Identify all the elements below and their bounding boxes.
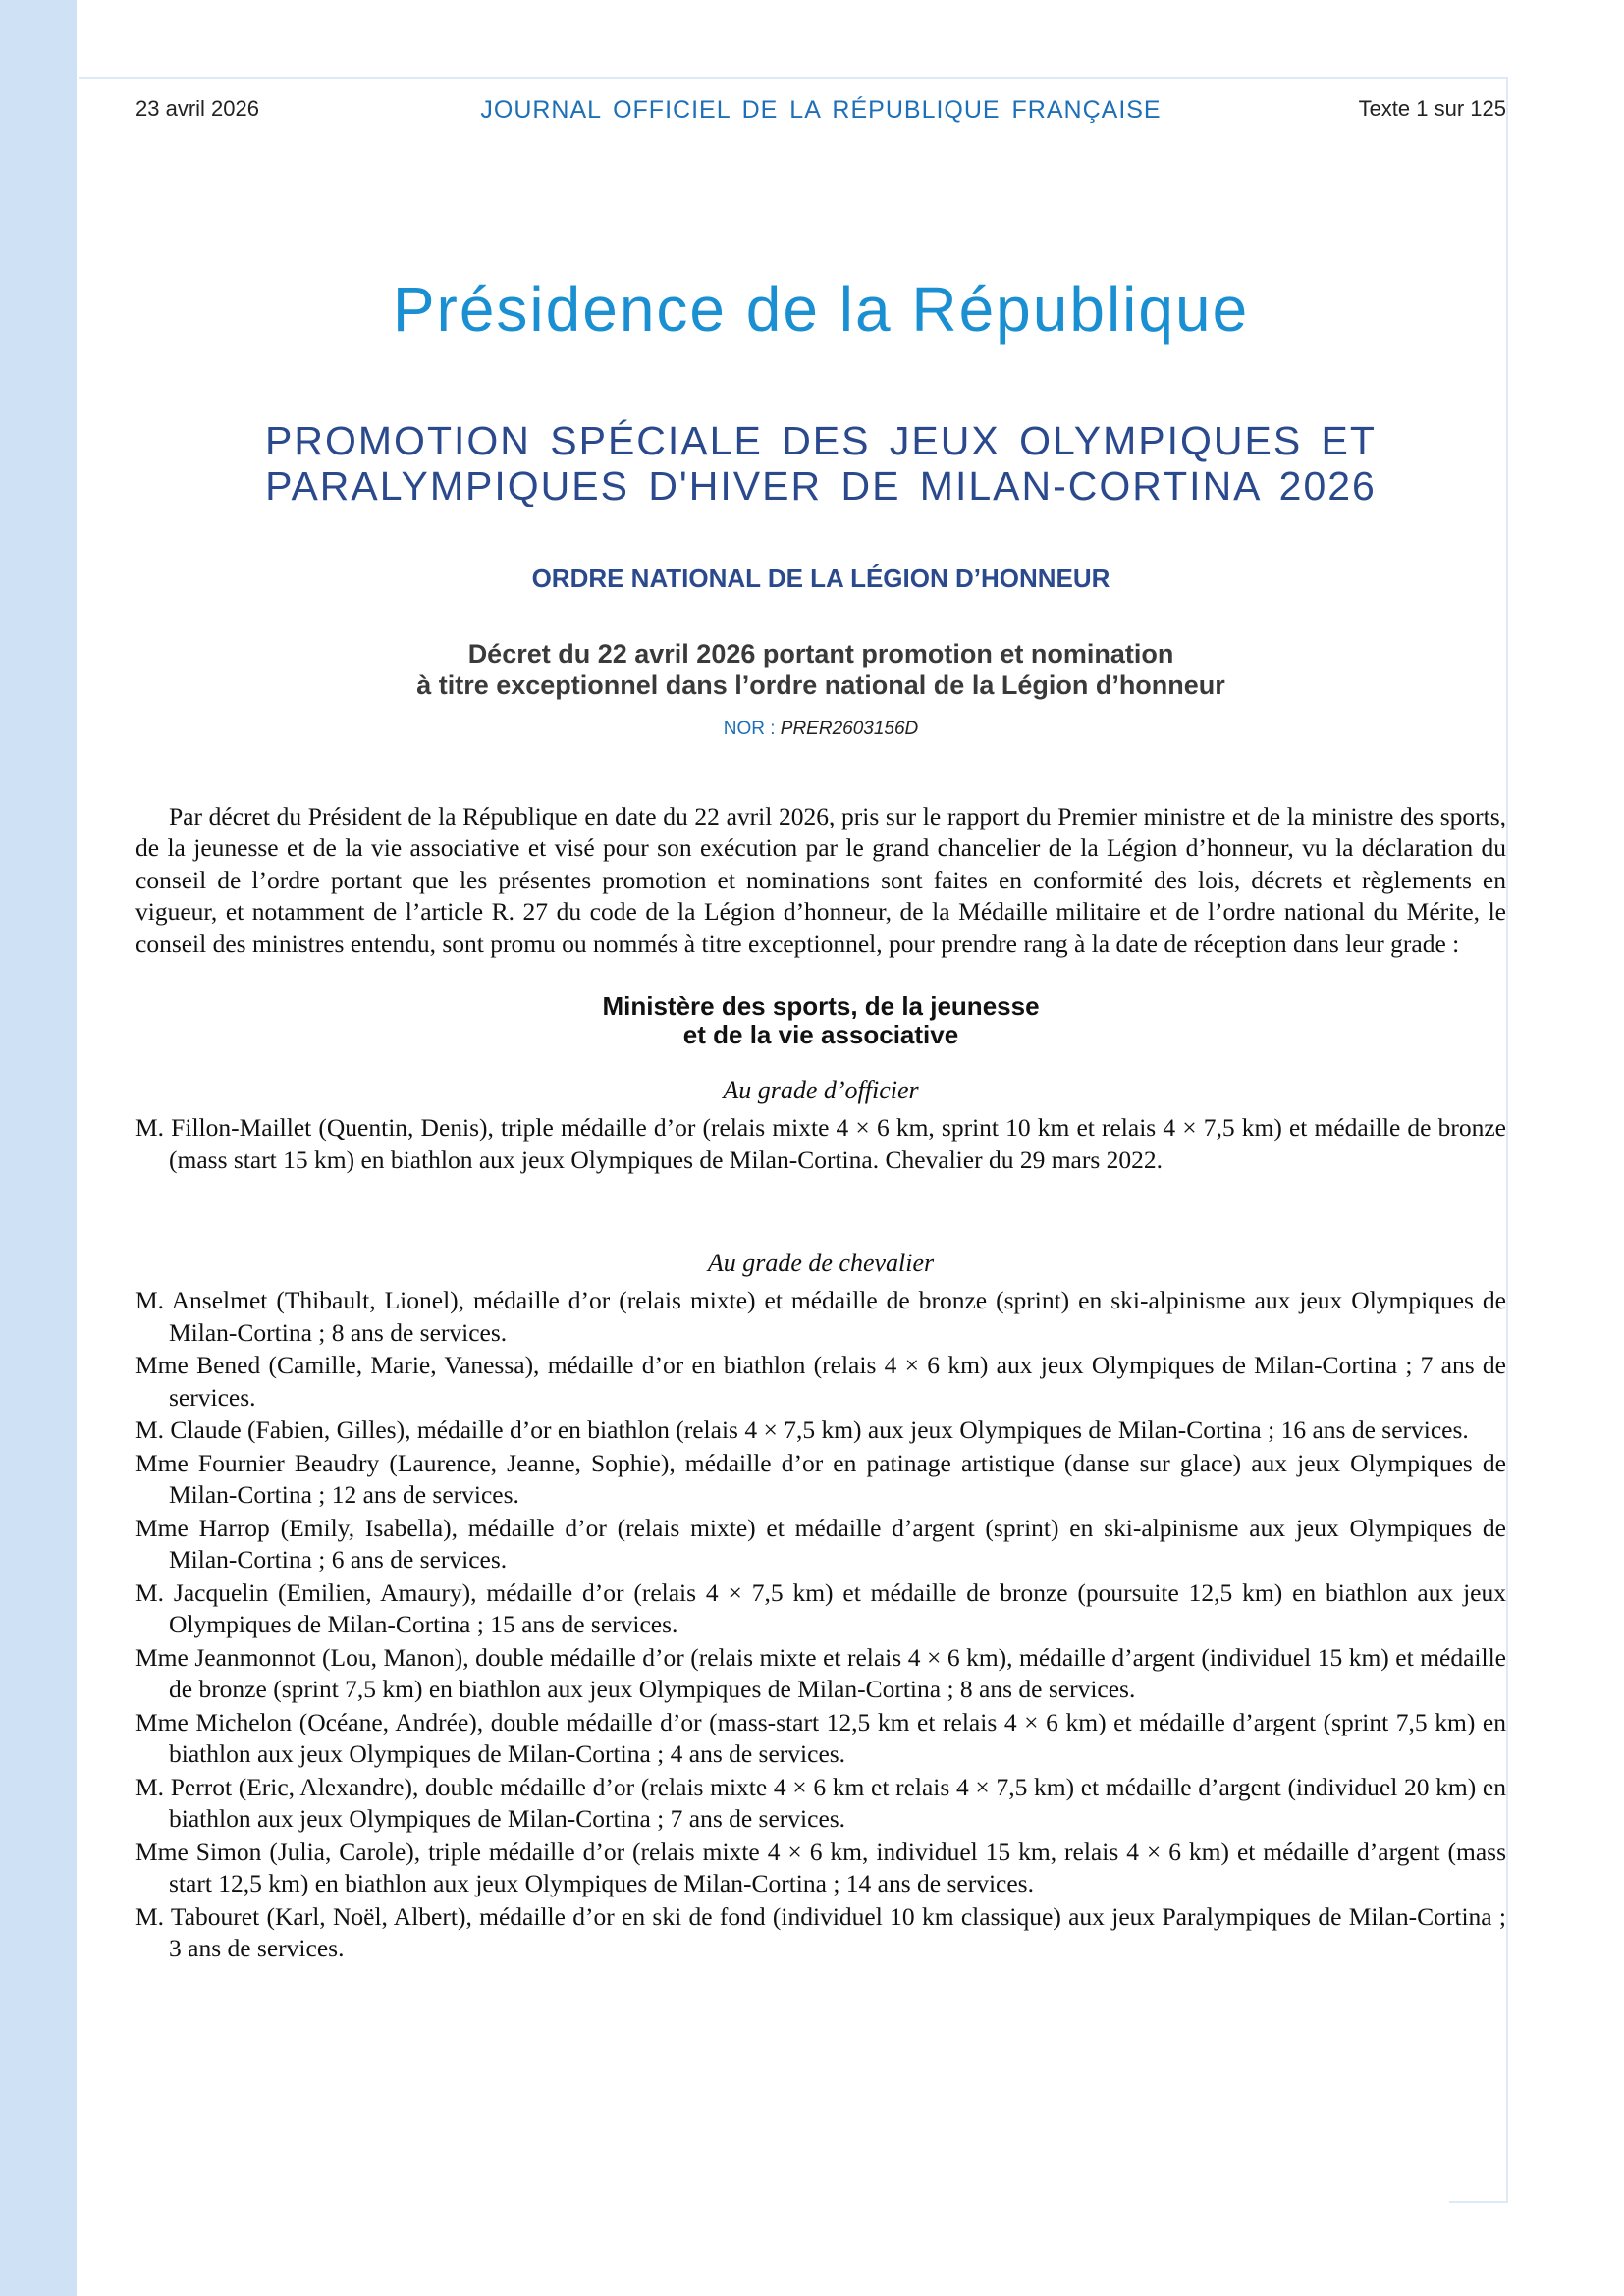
list-item: M. Anselmet (Thibault, Lionel), médaille d’or (relais mixte) et médaille de bronze (sprint) en ski-alpinisme aux jeux Olympiques de Milan-Cortina ; 8 ans de services. [135, 1286, 1506, 1347]
document-page [135, 0, 1506, 2296]
ministry-section-line-1: Ministère des sports, de la jeunesse [602, 991, 1040, 1021]
list-item: M. Jacquelin (Emilien, Amaury), médaille d’or (relais 4 × 7,5 km) et médaille de bronze (poursuite 12,5 km) en biathlon aux jeux Olympiques de Milan-Cortina ; 15 ans de services. [135, 1577, 1506, 1638]
right-margin-rule [1506, 77, 1508, 2202]
promotion-title [135, 418, 1506, 508]
list-item: Mme Fournier Beaudry (Laurence, Jeanne, Sophie), médaille d’or en patinage artistique (danse sur glace) aux jeux Olympiques de Milan-Cortina ; 12 ans de services. [135, 1448, 1506, 1509]
grade-chevalier-heading: Au grade de chevalier [707, 1249, 935, 1277]
nor-value: PRER2603156D [780, 719, 919, 739]
order-heading: ORDRE NATIONAL DE LA LÉGION D’HONNEUR [531, 563, 1110, 593]
ministry-section-line-2: et de la vie associative [682, 1020, 959, 1049]
promotion-title-line-1: PROMOTION SPÉCIALE DES JEUX OLYMPIQUES ET [265, 418, 1377, 463]
promotion-title-line-2: PARALYMPIQUES D'HIVER DE MILAN-CORTINA 2026 [265, 463, 1377, 508]
list-item: M. Tabouret (Karl, Noël, Albert), médaille d’or en ski de fond (individuel 10 km classique) aux jeux Paralympiques de Milan-Cortina ; 3 ans de services. [135, 1901, 1506, 1962]
page-header [135, 96, 1506, 126]
grade-officier-heading: Au grade d’officier [723, 1076, 919, 1104]
decree-preamble: Par décret du Président de la République en date du 22 avril 2026, pris sur le rapport du Premier ministre et de la ministre des sports, de la jeunesse et de la vie associative et visé pour son exécution par le grand chancelier de la Légion d’honneur, vu la déclaration du conseil de l’ordre portant que les présentes promotion et nominations sont faites en conformité des lois, décrets et règlements en vigueur, et notamment de l’article R. 27 du code de la Légion d’honneur, de la Médaille militaire et de l’ordre national du Mérite, le conseil des ministres entendu, sont promu ou nommés à titre exceptionnel, pour prendre rang à la date de réception dans leur grade : [135, 801, 1506, 958]
nor-label: NOR : [723, 719, 776, 739]
decree-title [135, 638, 1506, 701]
nor-reference [135, 719, 1506, 740]
text-number: Texte 1 sur 125 [1358, 96, 1506, 121]
left-margin-band [0, 0, 77, 2296]
officier-list [135, 1112, 1506, 1177]
page-title: Présidence de la République [392, 274, 1250, 345]
list-item: Mme Bened (Camille, Marie, Vanessa), médaille d’or en biathlon (relais 4 × 6 km) aux jeux Olympiques de Milan-Cortina ; 7 ans de services. [135, 1351, 1506, 1412]
list-item: M. Fillon-Maillet (Quentin, Denis), triple médaille d’or (relais mixte 4 × 6 km, sprint 10 km et relais 4 × 7,5 km) et médaille de bronze (mass start 15 km) en biathlon aux jeux Olympiques de Milan-Cortina. Chevalier du 29 mars 2022. [135, 1113, 1506, 1174]
publication-date: 23 avril 2026 [135, 96, 259, 121]
list-item: M. Perrot (Eric, Alexandre), double médaille d’or (relais mixte 4 × 6 km et relais 4 × 7,5 km) et médaille d’argent (individuel 20 km) en biathlon aux jeux Olympiques de Milan-Cortina ; 7 ans de services. [135, 1772, 1506, 1833]
journal-title: JOURNAL OFFICIEL DE LA RÉPUBLIQUE FRANÇAISE [480, 96, 1162, 124]
list-item: Mme Jeanmonnot (Lou, Manon), double médaille d’or (relais mixte et relais 4 × 6 km), médaille d’argent (individuel 15 km) et médaille de bronze (sprint 7,5 km) en biathlon aux jeux Olympiques de Milan-Cortina ; 8 ans de services. [135, 1642, 1506, 1703]
decree-title-line-1: Décret du 22 avril 2026 portant promotion et nomination [467, 639, 1174, 668]
decree-title-line-2: à titre exceptionnel dans l’ordre national de la Légion d’honneur [416, 670, 1225, 700]
list-item: Mme Harrop (Emily, Isabella), médaille d’or (relais mixte) et médaille d’argent (sprint) en ski-alpinisme aux jeux Olympiques de Milan-Cortina ; 6 ans de services. [135, 1513, 1506, 1574]
list-item: Mme Michelon (Océane, Andrée), double médaille d’or (mass-start 12,5 km et relais 4 × 6 km) et médaille d’argent (sprint 7,5 km) en biathlon aux jeux Olympiques de Milan-Cortina ; 4 ans de services. [135, 1707, 1506, 1768]
chevalier-list [135, 1285, 1506, 1966]
list-item: Mme Simon (Julia, Carole), triple médaille d’or (relais mixte 4 × 6 km, individuel 15 km, relais 4 × 6 km) et médaille d’argent (mass start 12,5 km) en biathlon aux jeux Olympiques de Milan-Cortina ; 14 ans de services. [135, 1837, 1506, 1897]
ministry-section-heading [135, 992, 1506, 1049]
list-item: M. Claude (Fabien, Gilles), médaille d’or en biathlon (relais 4 × 7,5 km) aux jeux Olympiques de Milan-Cortina ; 16 ans de services. [135, 1415, 1469, 1444]
